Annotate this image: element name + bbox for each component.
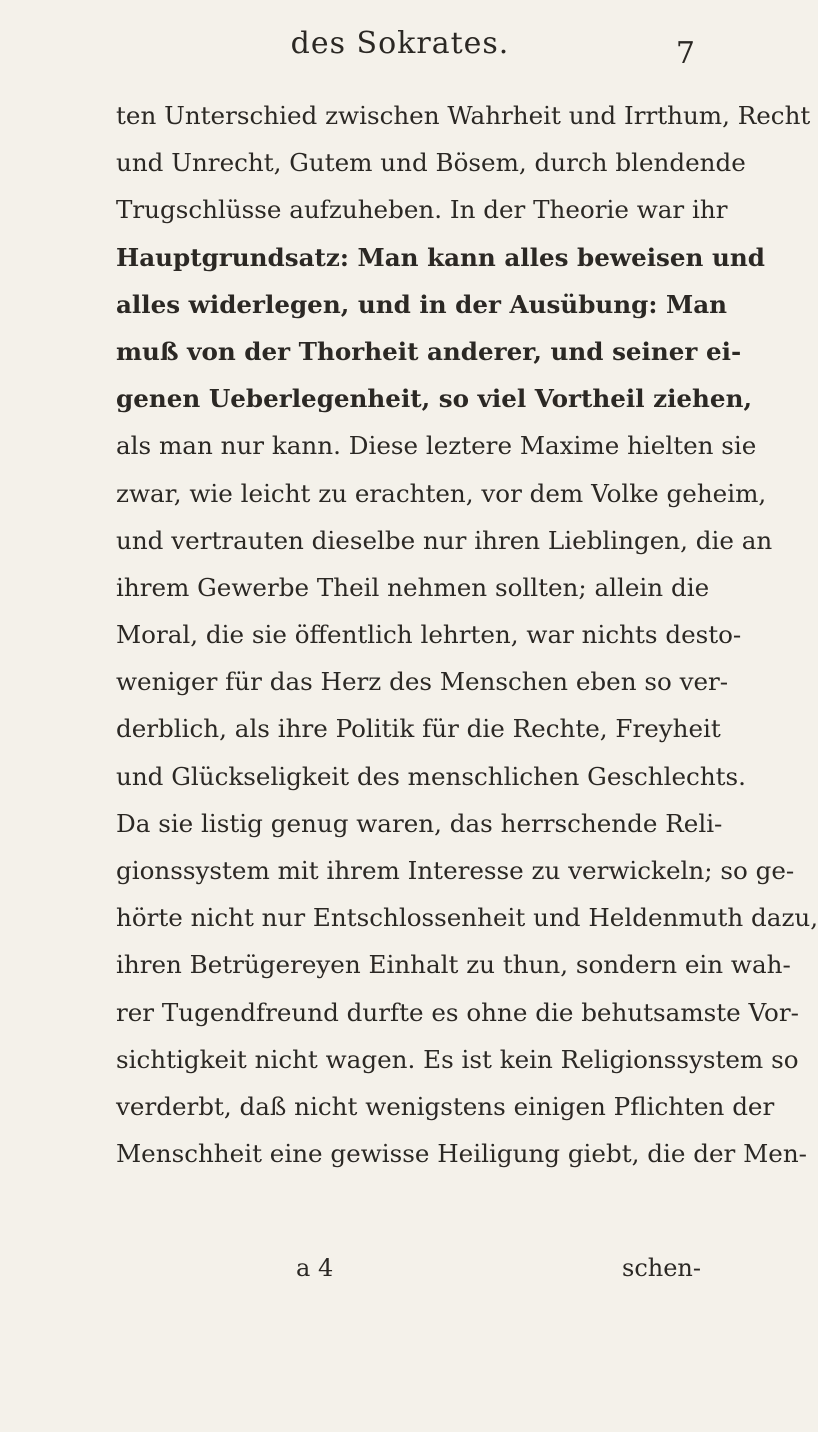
text-line: sichtigkeit nicht wagen. Es ist kein Religionssystem so: [116, 1044, 799, 1074]
text-line: zwar, wie leicht zu erachten, vor dem Volke geheim,: [116, 478, 767, 508]
text-line: und Glückseligkeit des menschlichen Geschlechts.: [116, 761, 746, 791]
text-line: und Unrecht, Gutem und Bösem, durch blendende: [116, 148, 746, 178]
text-line: weniger für das Herz des Menschen eben so ver-: [116, 667, 729, 697]
running-head: des Sokrates.: [290, 26, 510, 61]
text-line: Da sie listig genug waren, das herrschende Reli-: [116, 808, 723, 838]
text-line: hörte nicht nur Entschlossenheit und Heldenmuth dazu,: [116, 903, 818, 933]
text-line: ihrem Gewerbe Theil nehmen sollten; allein die: [116, 572, 710, 602]
text-line: ten Unterschied zwischen Wahrheit und Irrthum, Recht: [116, 101, 811, 130]
body-text: [116, 92, 818, 1177]
catchword: schen-: [622, 1254, 701, 1282]
text-line: genen Ueberlegenheit, so viel Vortheil ziehen,: [116, 384, 753, 414]
text-line: muß von der Thorheit anderer, und seiner ei-: [116, 336, 742, 366]
text-line: alles widerlegen, und in der Ausübung: Man: [116, 289, 728, 319]
text-line: ihren Betrügereyen Einhalt zu thun, sondern ein wah-: [116, 950, 791, 980]
text-line: Moral, die sie öffentlich lehrten, war nichts desto-: [116, 620, 742, 650]
page-footer: [0, 1254, 800, 1294]
text-line: als man nur kann. Diese leztere Maxime hielten sie: [116, 431, 757, 461]
page-number: 7: [675, 36, 695, 71]
text-line: rer Tugendfreund durfte es ohne die behutsamste Vor-: [116, 997, 799, 1027]
text-line: Hauptgrundsatz: Man kann alles beweisen und: [116, 242, 765, 272]
text-line: derblich, als ihre Politik für die Rechte, Freyheit: [116, 714, 721, 744]
text-line: und vertrauten dieselbe nur ihren Lieblingen, die an: [116, 525, 773, 555]
text-line: Trugschlüsse aufzuheben. In der Theorie war ihr: [116, 195, 728, 225]
text-line: verderbt, daß nicht wenigstens einigen Pflichten der: [116, 1091, 775, 1121]
text-line: gionssystem mit ihrem Interesse zu verwickeln; so ge-: [116, 856, 795, 885]
signature-mark: a 4: [296, 1254, 334, 1282]
page-header: [0, 22, 800, 82]
text-line: Menschheit eine gewisse Heiligung giebt, die der Men-: [116, 1139, 807, 1169]
